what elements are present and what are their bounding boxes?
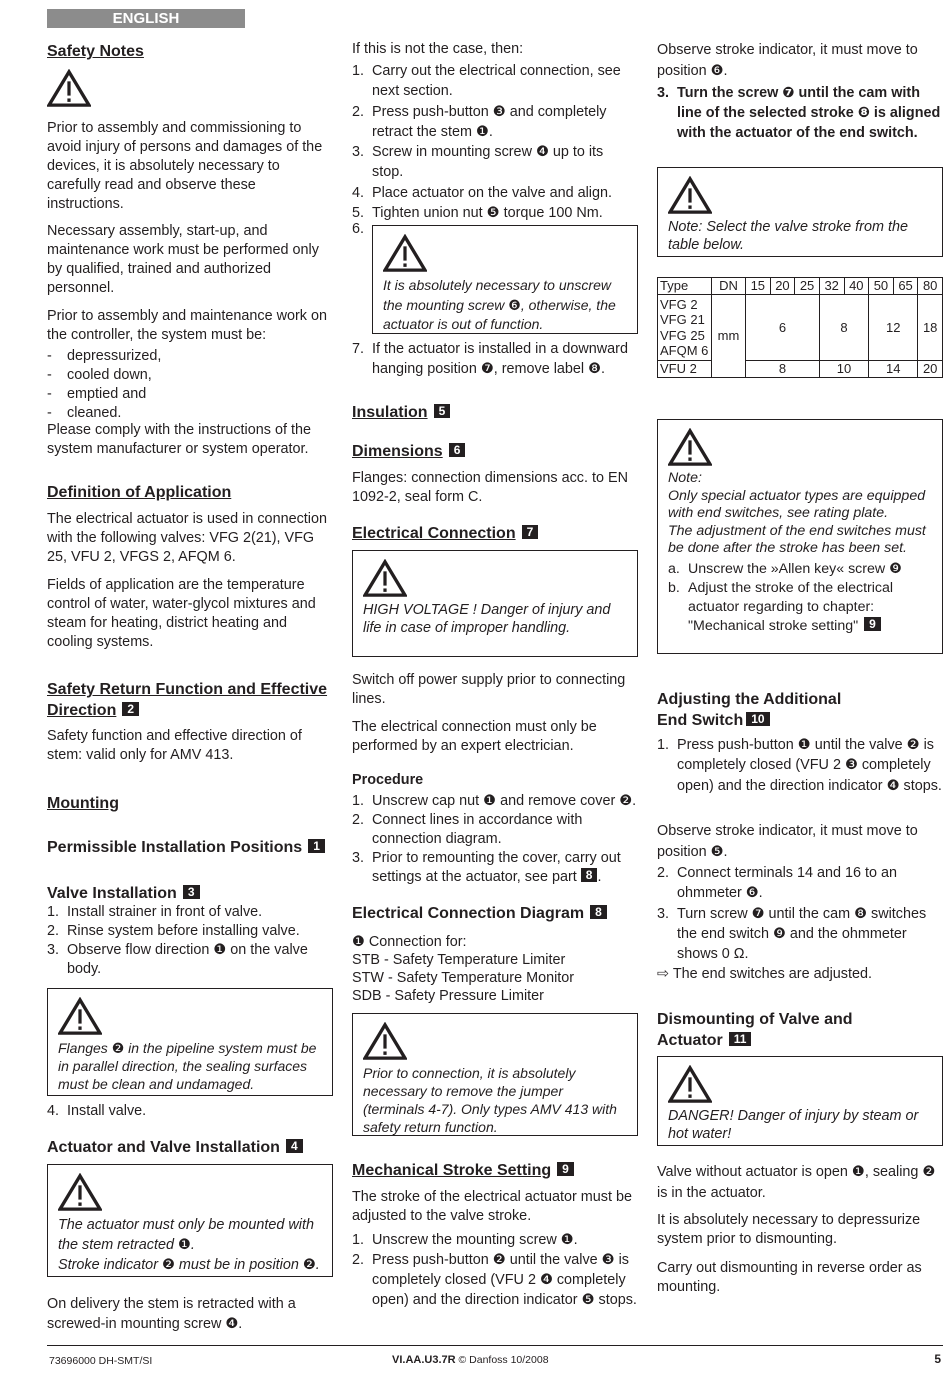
installation-positions-heading: Permissible Installation Positions 1 [47, 837, 333, 858]
list-item: 3. Screw in mounting screw ❹ up to its stop. [352, 144, 604, 181]
list-item: - emptied and [47, 386, 147, 402]
list-item: 7. If the actuator is installed in a downward hanging position ❼, remove label ❽. [352, 341, 628, 378]
warning-icon [363, 559, 407, 597]
dismounting-paragraph-3: Carry out dismounting in reverse order as mounting. [657, 1260, 922, 1295]
definition-heading: Definition of Application [47, 484, 232, 501]
table-cell: 14 [869, 361, 918, 378]
list-item: 1. Install strainer in front of valve. [47, 904, 263, 920]
list-item: STW - Safety Temperature Monitor [352, 970, 575, 986]
list-item: 1. Unscrew the mounting screw ❶. [352, 1232, 578, 1248]
note-select-stroke-box [657, 167, 943, 257]
danger-warning-box [657, 1056, 943, 1146]
table-header-cell: 32 [819, 278, 844, 295]
note-text: Only special actuator types are equipped with end switches, see rating plate. [668, 487, 926, 521]
table-header-cell: 65 [893, 278, 918, 295]
list-item: 3. Observe flow direction ❶ on the valve body. [47, 942, 308, 977]
list-item: 3. Turn screw ❼ until the cam ❽ switches the end switch ❾ and the ohmmeter shows 0 Ω. [657, 905, 927, 963]
section-ref-badge: 8 [590, 905, 607, 919]
observe-stroke-text-2: Observe stroke indicator, it must move to position ❺. [657, 823, 918, 860]
electrical-paragraph-1: Switch off power supply prior to connecting lines. [352, 672, 626, 707]
warning-text: Stroke indicator ❷ must be in position ❷. [58, 1257, 320, 1273]
flanges-warning-box [47, 988, 333, 1096]
list-item: ❶ Connection for: [352, 934, 467, 950]
table-row [658, 295, 943, 361]
dismounting-heading: Dismounting of Valve and Actuator 11 [657, 1011, 853, 1049]
table-cell: 20 [918, 361, 943, 378]
list-item: 2. Connect terminals 14 and 16 to an ohmmeter ❻. [657, 865, 897, 902]
list-item: 1. Press push-button ❶ until the valve ❷ is completely closed (VFU 2 ❸ completely open) and the direction indicator ❹ stops. [657, 737, 942, 794]
mechanical-stroke-steps [352, 1230, 638, 1310]
section-ref-badge: 2 [122, 702, 139, 716]
dismounting-paragraph-2: It is absolutely necessary to depressurize system prior to dismounting. [657, 1212, 921, 1247]
section-ref-badge: 9 [864, 617, 881, 631]
definition-paragraph-2: Fields of application are the temperature control of water, water-glycol mixtures and steam for heating, district heating and cooling systems. [47, 577, 316, 650]
list-item: 1. Unscrew cap nut ❶ and remove cover ❷. [352, 793, 637, 809]
list-item: 2. Connect lines in accordance with connection diagram. [352, 812, 583, 847]
connection-list [352, 933, 638, 1005]
list-item: STB - Safety Temperature Limiter [352, 952, 566, 968]
table-header-cell: 20 [770, 278, 795, 295]
table-cell: 6 [746, 295, 820, 361]
end-switch-result: ⇨ The end switches are adjusted. [657, 966, 872, 982]
table-header-cell: 15 [746, 278, 771, 295]
dismounting-paragraph-1: Valve without actuator is open ❶, sealing ❷ is in the actuator. [657, 1164, 936, 1201]
valve-installation-steps [47, 903, 333, 979]
warning-icon [668, 428, 712, 466]
connection-diagram-heading: Electrical Connection Diagram 8 [352, 903, 638, 924]
warning-text: The actuator must only be mounted with the stem retracted ❶. [58, 1217, 314, 1253]
dimensions-heading: Dimensions 6 [352, 441, 638, 462]
list-item: - depressurized, [47, 348, 162, 364]
table-cell-unit: mm [712, 295, 746, 378]
actuator-warning-box [47, 1164, 333, 1277]
section-ref-badge: 3 [183, 885, 200, 899]
section-ref-badge: 11 [729, 1032, 752, 1046]
note-steps [668, 560, 932, 636]
warning-icon [58, 997, 102, 1035]
note-text: Note: Select the valve stroke from the table below. [668, 219, 908, 253]
actuator-paragraph: On delivery the stem is retracted with a screwed-in mounting screw ❹. [47, 1296, 296, 1332]
jumper-warning-box [352, 1013, 638, 1136]
warning-text: Flanges ❷ in the pipeline system must be in parallel direction, the sealing surfaces must be clean and undamaged. [58, 1040, 317, 1092]
safety-return-heading: Safety Return Function and Effective Direction 2 [47, 681, 328, 719]
list-item: b. Adjust the stroke of the electrical actuator regarding to chapter: "Mechanical stroke setting" 9 [668, 579, 894, 634]
section-ref-badge: 4 [286, 1139, 303, 1153]
document-reference: VI.AA.U3.7R © Danfoss 10/2008 [392, 1354, 549, 1366]
table-cell: 10 [819, 361, 868, 378]
table-header-cell: 80 [918, 278, 943, 295]
table-cell-types: VFG 2 VFG 21 VFG 25 AFQM 6 [658, 295, 712, 361]
end-switch-note-box [657, 419, 943, 654]
procedure-steps [352, 792, 638, 887]
list-item: a. Unscrew the »Allen key« screw ❾ [668, 560, 902, 577]
warning-icon [58, 1173, 102, 1211]
table-header-row [658, 278, 943, 295]
safety-paragraph-3: Prior to assembly and maintenance work on the controller, the system must be: [47, 308, 327, 343]
list-item: 2. Press push-button ❸ and completely retract the stem ❶. [352, 103, 607, 140]
list-item: SDB - Safety Pressure Limiter [352, 988, 544, 1004]
definition-paragraph-1: The electrical actuator is used in connection with the following valves: VFG 2(21), VFG 25, VFU 2, VFGS 2, AFQM 6. [47, 511, 327, 565]
table-header-cell: DN [712, 278, 746, 295]
table-cell-type: VFU 2 [658, 361, 712, 378]
section-ref-badge: 7 [522, 525, 539, 539]
list-item: - cooled down, [47, 367, 152, 383]
electrical-connection-heading: Electrical Connection 7 [352, 523, 638, 544]
section-ref-badge: 9 [557, 1162, 574, 1176]
mounting-screw-warning-box [372, 225, 638, 334]
safety-paragraph-1: Prior to assembly and commissioning to avoid injury of persons and damages of the devices, it is absolutely necessary to carefully read and observe these instructions. [47, 120, 323, 212]
list-item: - cleaned. [47, 405, 122, 421]
list-item: 2. Press push-button ❷ until the valve ❸ is completely closed (VFU 2 ❹ completely open) and the direction indicator ❺ stops. [352, 1252, 637, 1308]
document-code: 73696000 DH-SMT/SI [49, 1355, 153, 1367]
end-switch-heading: Adjusting the Additional End Switch 10 [657, 691, 842, 729]
intro-text: If this is not the case, then: [352, 41, 524, 57]
end-switch-step-1 [657, 735, 943, 796]
section-ref-badge: 8 [581, 868, 598, 882]
high-voltage-warning-box [352, 550, 638, 657]
section-ref-badge: 1 [308, 839, 325, 853]
language-banner: ENGLISH [47, 9, 245, 28]
safety-return-paragraph: Safety function and effective direction of stem: valid only for AMV 413. [47, 728, 302, 763]
valve-installation-heading: Valve Installation 3 [47, 883, 333, 904]
note-text: Note: [668, 470, 702, 486]
procedure-heading: Procedure [352, 772, 424, 788]
list-item: 2. Rinse system before installing valve. [47, 923, 300, 939]
safety-notes-heading: Safety Notes [47, 43, 144, 60]
table-cell: 8 [819, 295, 868, 361]
safety-paragraph-4: Please comply with the instructions of the system manufacturer or system operator. [47, 422, 311, 457]
list-item: 5. Tighten union nut ❺ torque 100 Nm. [352, 205, 603, 222]
table-header-cell: 40 [844, 278, 869, 295]
section-ref-badge: 6 [449, 443, 466, 457]
mounting-steps [352, 61, 638, 223]
safety-paragraph-2: Necessary assembly, start-up, and maintenance work must be performed only by qualified, trained and authorized personnel. [47, 223, 319, 296]
end-switch-steps [657, 863, 943, 964]
list-item: 3. Prior to remounting the cover, carry out settings at the actuator, see part 8 . [352, 850, 621, 885]
insulation-heading: Insulation 5 [352, 402, 638, 423]
observe-stroke-text: Observe stroke indicator, it must move to position ❻. [657, 42, 918, 79]
table-header-cell: 50 [869, 278, 894, 295]
list-item: 3. Turn the screw ❼ until the cam with line of the selected stroke ❽ is aligned with the actuator of the end switch. [657, 85, 941, 141]
table-cell: 12 [869, 295, 918, 361]
warning-icon [383, 234, 427, 272]
step-6-number: 6. [352, 221, 365, 237]
stroke-table [657, 277, 943, 378]
valve-installation-step-4 [47, 1102, 333, 1121]
note-text: The adjustment of the end switches must be done after the stroke has been set. [668, 522, 926, 556]
warning-text: DANGER! Danger of injury by steam or hot water! [668, 1108, 919, 1142]
mechanical-stroke-heading: Mechanical Stroke Setting 9 [352, 1160, 638, 1181]
warning-text: Prior to connection, it is absolutely necessary to remove the jumper (terminals 4-7). Only types AMV 413 with safety return function. [363, 1065, 617, 1135]
table-header-cell: Type [658, 278, 712, 295]
warning-icon [47, 69, 91, 107]
page-footer [47, 1345, 943, 1367]
section-ref-badge: 5 [434, 404, 451, 418]
warning-icon [363, 1022, 407, 1060]
section-ref-badge: 10 [746, 712, 769, 726]
warning-icon [668, 176, 712, 214]
table-cell: 8 [746, 361, 820, 378]
stroke-step-3 [657, 83, 943, 143]
table-row [658, 361, 943, 378]
list-item: 1. Carry out the electrical connection, see next section. [352, 63, 621, 100]
table-header-cell: 25 [795, 278, 820, 295]
mounting-heading: Mounting [47, 795, 119, 812]
mechanical-stroke-paragraph: The stroke of the electrical actuator must be adjusted to the valve stroke. [352, 1189, 632, 1224]
warning-text: HIGH VOLTAGE ! Danger of injury and life in case of improper handling. [363, 602, 611, 636]
list-item: 4. Place actuator on the valve and align. [352, 184, 613, 201]
dimensions-paragraph: Flanges: connection dimensions acc. to EN 1092-2, seal form C. [352, 470, 628, 505]
safety-conditions-list [47, 347, 333, 423]
page-number: 5 [934, 1352, 941, 1366]
actuator-valve-heading: Actuator and Valve Installation 4 [47, 1137, 333, 1158]
warning-text: It is absolutely necessary to unscrew the mounting screw ❻, otherwise, the actuator is out of function. [383, 277, 616, 332]
table-cell: 18 [918, 295, 943, 361]
list-item: 4. Install valve. [47, 1103, 147, 1119]
mounting-step-7 [352, 339, 638, 380]
arrow-right-icon: ⇨ [657, 966, 670, 982]
warning-icon [668, 1065, 712, 1103]
electrical-paragraph-2: The electrical connection must only be performed by an expert electrician. [352, 719, 597, 754]
